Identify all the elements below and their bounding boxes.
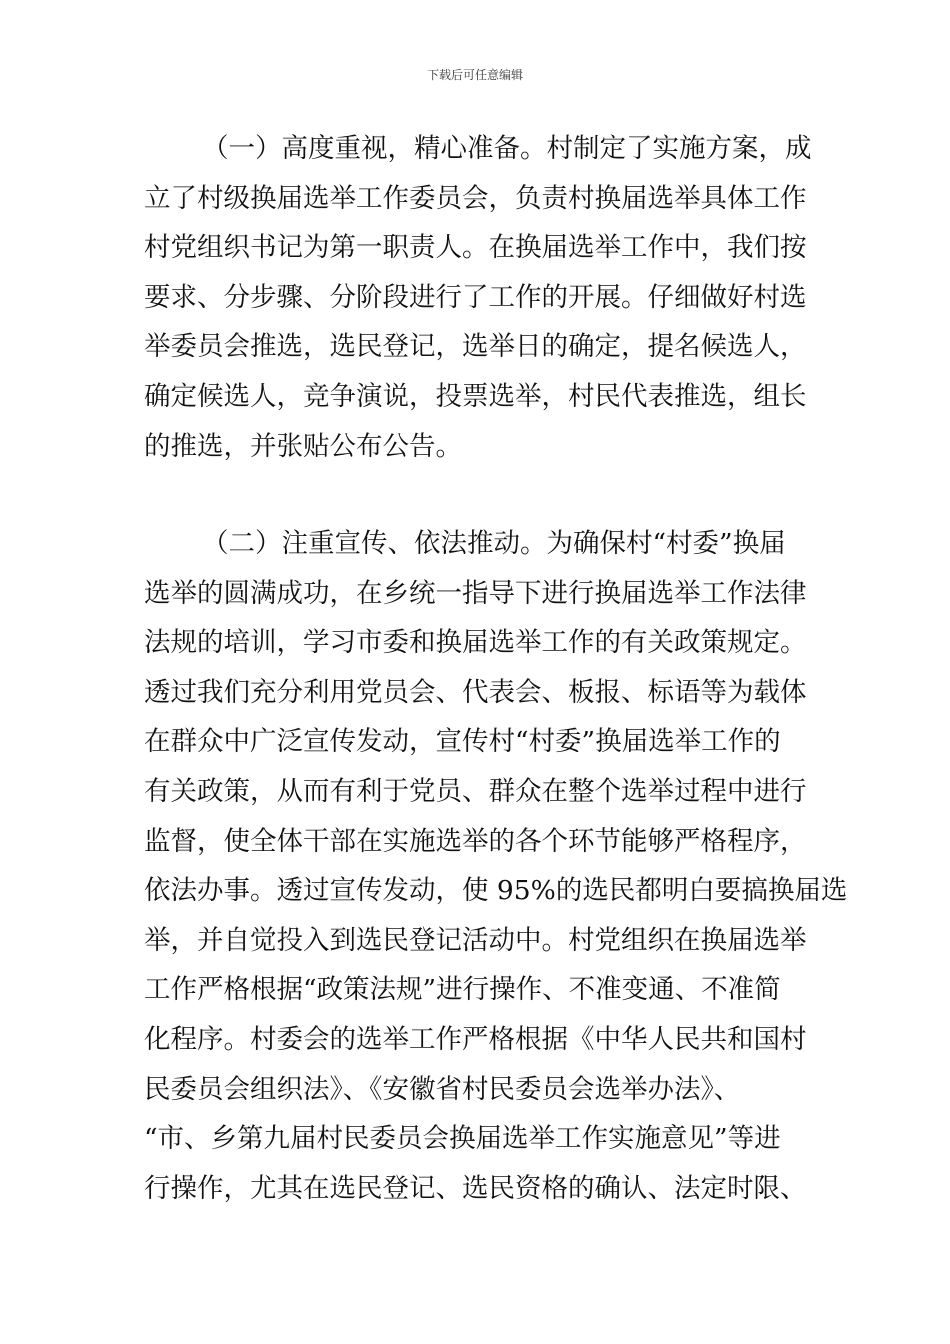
text-line: 在群众中广泛宣传发动，宣传村“村委”换届选举工作的 bbox=[144, 726, 781, 758]
text-line: 行操作，尤其在选民登记、选民资格的确认、法定时限、 bbox=[144, 1172, 807, 1204]
text-line: 选举的圆满成功，在乡统一指导下进行换届选举工作法律 bbox=[144, 577, 807, 609]
page-header-note: 下载后可任意编辑 bbox=[426, 68, 523, 82]
text-line: 法规的培训，学习市委和换届选举工作的有关政策规定。 bbox=[144, 627, 807, 659]
text-line: （一）高度重视，精心准备。村制定了实施方案，成 bbox=[202, 133, 812, 164]
text-line: 举委员会推选，选民登记，选举日的确定，提名候选人， bbox=[144, 331, 807, 363]
text-line: 依法办事。透过宣传发动，使 95%的选民都明白要搞换届选 bbox=[144, 875, 848, 907]
paragraph-2 bbox=[144, 519, 848, 1213]
text-line: 化程序。村委会的选举工作严格根据《中华人民共和国村 bbox=[144, 1023, 807, 1055]
text-line: “市、乡第九届村民委员会换届选举工作实施意见”等进 bbox=[144, 1123, 781, 1155]
text-line: （二）注重宣传、依法推动。为确保村“村委”换届 bbox=[202, 528, 786, 559]
text-line: 监督，使全体干部在实施选举的各个环节能够严格程序， bbox=[144, 825, 807, 857]
text-line: 举，并自觉投入到选民登记活动中。村党组织在换届选举 bbox=[144, 924, 807, 956]
text-line: 的推选，并张贴公布公告。 bbox=[144, 430, 462, 462]
text-line: 民委员会组织法》、《安徽省村民委员会选举办法》、 bbox=[144, 1073, 741, 1105]
text-line: 要求、分步骤、分阶段进行了工作的开展。仔细做好村选 bbox=[144, 281, 807, 313]
text-line: 立了村级换届选举工作委员会，负责村换届选举具体工作 bbox=[144, 182, 807, 214]
text-line: 有关政策，从而有利于党员、群众在整个选举过程中进行 bbox=[144, 775, 807, 807]
text-line: 工作严格根据“政策法规”进行操作、不准变通、不准简 bbox=[144, 974, 781, 1006]
text-line: 村党组织书记为第一职责人。在换届选举工作中，我们按 bbox=[144, 232, 807, 264]
text-line: 确定候选人，竞争演说，投票选举，村民代表推选，组长 bbox=[144, 380, 807, 412]
text-line: 透过我们充分利用党员会、代表会、板报、标语等为载体 bbox=[144, 676, 807, 708]
paragraph-1 bbox=[144, 124, 812, 471]
